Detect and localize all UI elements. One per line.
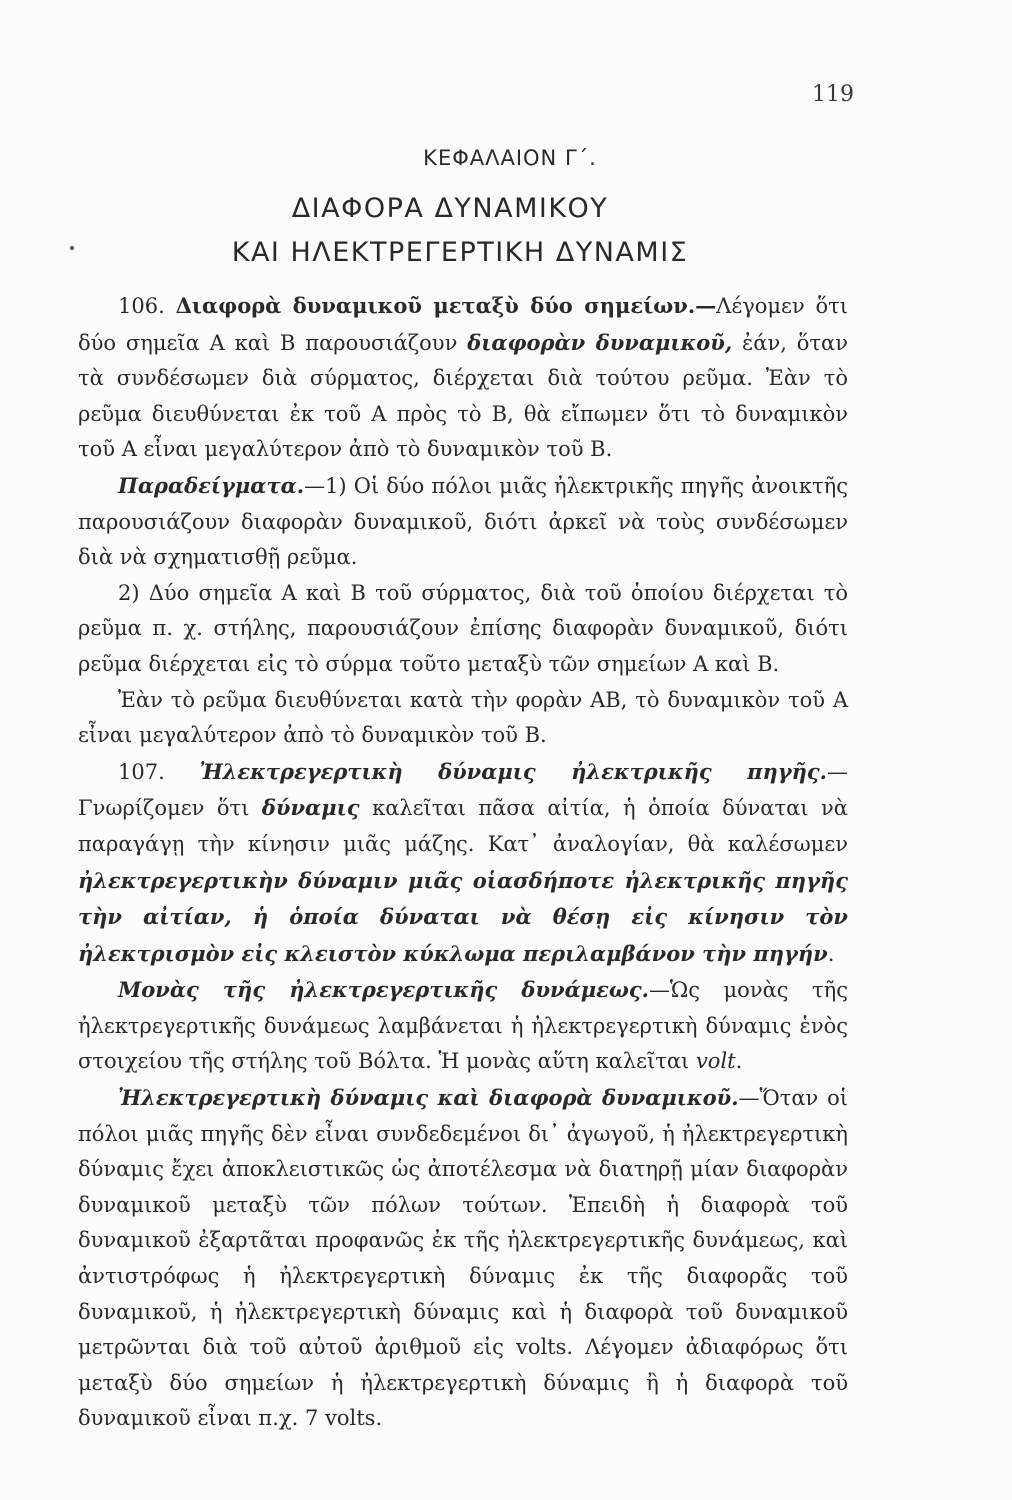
- section-number-106: 106.: [118, 294, 165, 318]
- paragraph-106: [78, 288, 848, 468]
- paragraph-text: .: [735, 1049, 743, 1074]
- paragraph-examples-1: [78, 468, 848, 576]
- paragraph-text: —Γνωρίζομεν ὅτι: [78, 759, 848, 821]
- chapter-label: ΚΕΦΑΛΑΙΟΝ Γ΄.: [423, 146, 597, 170]
- section-heading-106: Διαφορὰ δυναμικοῦ μεταξὺ δύο σημείων.—: [175, 293, 717, 318]
- paragraph-text: ἐάν, ὅταν τὰ συνδέσωμεν διὰ σύρματος, διέρχεται διὰ τούτου ρεῦμα. Ἐὰν τὸ ρεῦμα διευθύνεται ἐκ τοῦ Α πρὸς τὸ Β, θὰ εἴπωμεν ὅτι τὸ δυναμικὸν τοῦ Α εἶναι μεγαλύτερον ἀπὸ τὸ δυναμικὸν τοῦ Β.: [78, 330, 848, 462]
- paragraph-unit: [78, 972, 848, 1080]
- volt-term: volt: [695, 1049, 736, 1074]
- term-potential-difference: διαφορὰν δυναμικοῦ,: [467, 329, 733, 355]
- page-number: 119: [812, 82, 854, 107]
- paragraph-text: καλεῖται πᾶσα αἰτία, ἡ ὁποία δύναται νὰ παραγάγῃ τὴν κίνησιν μιᾶς μάζης. Κατ᾿ ἀναλογίαν, θὰ καλέσωμεν: [78, 796, 848, 856]
- unit-heading: Μονὰς τῆς ἠλεκτρεγερτικῆς δυνάμεως.: [118, 977, 649, 1003]
- term-force: δύναμις: [261, 795, 360, 821]
- paragraph-107: [78, 754, 848, 973]
- chapter-title-line-1: ΔΙΑΦΟΡΑ ΔΥΝΑΜΙΚΟΥ: [291, 193, 609, 224]
- emf-difference-heading: Ἠλεκτρεγερτικὴ δύναμις καὶ διαφορὰ δυναμικοῦ.: [118, 1085, 739, 1111]
- paragraph-text: Λέγομεν ὅτι δύο σημεῖα Α καὶ Β παρουσιάζουν: [78, 294, 848, 355]
- section-number-107: 107.: [118, 759, 165, 784]
- paragraph-text: —1) Οἱ δύο πόλοι μιᾶς ἠλεκτρικῆς πηγῆς ἀνοικτῆς παρουσιάζουν διαφορὰν δυναμικοῦ, διότι ἀρκεῖ νὰ τοὺς συνδέσωμεν διὰ νὰ σχηματισθῇ ρεῦμα.: [78, 473, 848, 570]
- emf-definition: ἠλεκτρεγερτικὴν δύναμιν μιᾶς οἱασδήποτε ἠλεκτρικῆς πηγῆς τὴν αἰτίαν, ἡ ὁποία δύναται νὰ θέσῃ εἰς κίνησιν τὸν ἠλεκτρισμὸν εἰς κλειστὸν κύκλωμα περιλαμβάνον τὴν πηγήν: [78, 867, 848, 966]
- section-heading-107: Ἠλεκτρεγερτικὴ δύναμις ἠλεκτρικῆς πηγῆς.: [199, 758, 827, 784]
- examples-label: Παραδείγματα.: [118, 472, 305, 498]
- paragraph-emf-difference: [78, 1080, 848, 1437]
- paragraph-text: —Ὡς μονὰς τῆς ἠλεκτρεγερτικῆς δυνάμεως λαμβάνεται ἡ ἠλεκτρεγερτικὴ δύναμις ἑνὸς στοιχείου τῆς στήλης τοῦ Βόλτα. Ἡ μονὰς αὕτη καλεῖται: [78, 978, 848, 1074]
- body-text: [78, 288, 848, 1437]
- paragraph-examples-2: 2) Δύο σημεῖα Α καὶ Β τοῦ σύρματος, διὰ τοῦ ὁποίου διέρχεται τὸ ρεῦμα π. χ. στήλης, παρουσιάζουν ἐπίσης διαφορὰν δυναμικοῦ, διότι ρεῦμα διέρχεται εἰς τὸ σύρμα τοῦτο μεταξὺ τῶν σημείων Α καὶ Β.: [78, 580, 848, 676]
- paragraph-examples-3: Ἐὰν τὸ ρεῦμα διευθύνεται κατὰ τὴν φορὰν ΑΒ, τὸ δυναμικὸν τοῦ Α εἶναι μεγαλύτερον ἀπὸ τὸ δυναμικὸν τοῦ Β.: [78, 687, 848, 748]
- paragraph-text: .: [827, 941, 835, 966]
- paragraph-text: —Ὅταν οἱ πόλοι μιᾶς πηγῆς δὲν εἶναι συνδεδεμένοι δι᾿ ἀγωγοῦ, ἡ ἠλεκτρεγερτικὴ δύναμις ἔχει ἀποκλειστικῶς ὡς ἀποτέλεσμα νὰ διατηρῇ μίαν διαφορὰν δυναμικοῦ μεταξὺ τῶν πόλων τούτων. Ἐπειδὴ ἡ διαφορὰ τοῦ δυναμικοῦ ἐξαρτᾶται προφανῶς ἐκ τῆς ἠλεκτρεγερτικῆς δυνάμεως, καὶ ἀντιστρόφως ἡ ἠλεκτρεγερτικὴ δύναμις ἐκ τῆς διαφορᾶς τοῦ δυναμικοῦ, ἡ ἠλεκτρεγερτικὴ δύναμις καὶ ἡ διαφορὰ τοῦ δυναμικοῦ μετρῶνται διὰ τοῦ αὐτοῦ ἀριθμοῦ εἰς volts. Λέγομεν ἀδιαφόρως ὅτι μεταξὺ δύο σημείων ἡ ἠλεκτρεγερτικὴ δύναμις ἢ ἡ διαφορὰ τοῦ δυναμικοῦ εἶναι π.χ. 7 volts.: [78, 1086, 849, 1431]
- chapter-title-line-2: ΚΑΙ ΗΛΕΚΤΡΕΓΕΡΤΙΚΗ ΔΥΝΑΜΙΣ: [231, 237, 689, 268]
